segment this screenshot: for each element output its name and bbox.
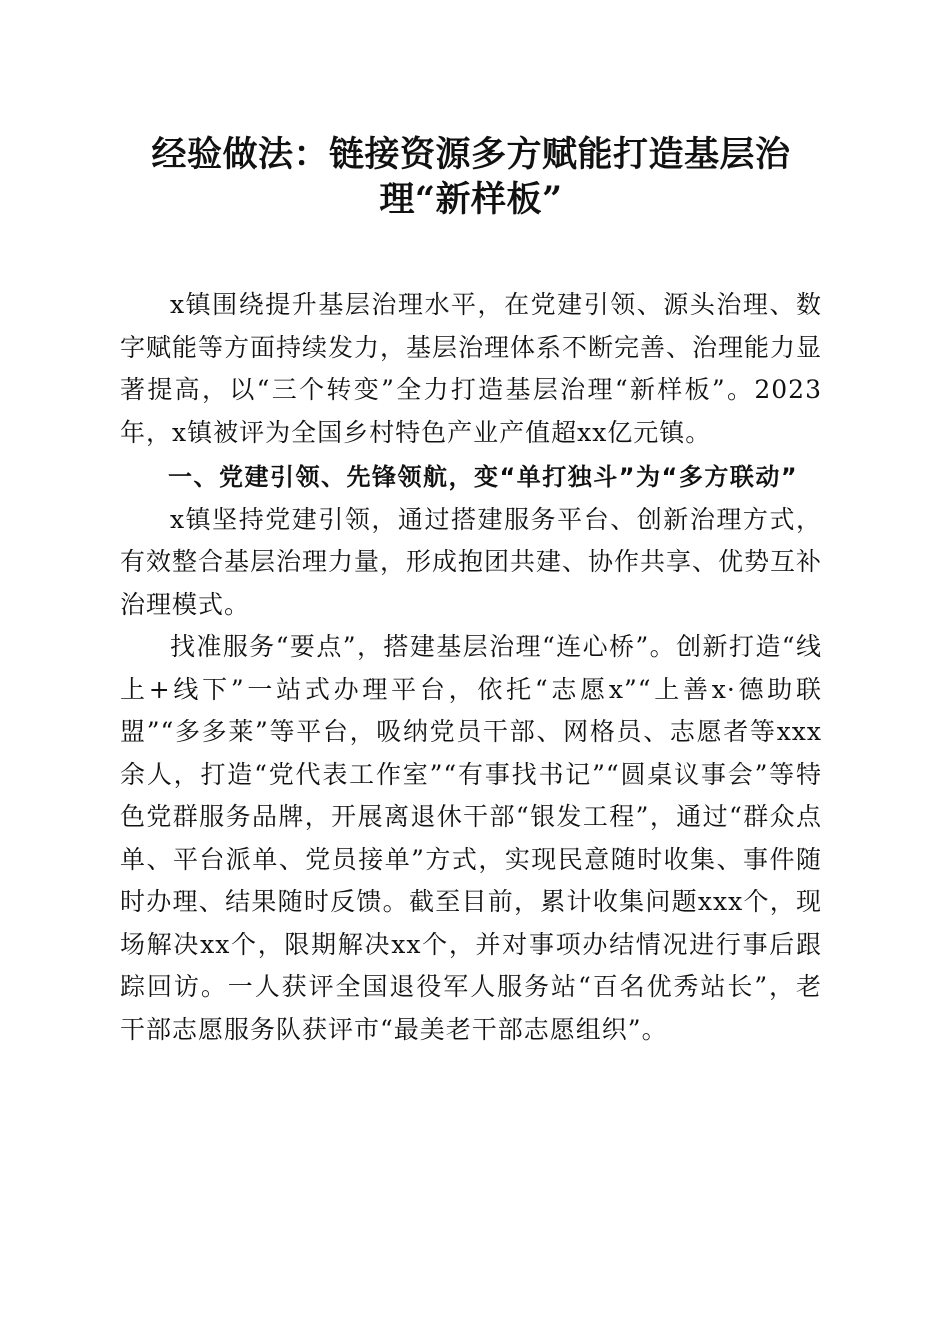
section-heading-1: 一、党建引领、先锋领航，变“单打独斗”为“多方联动”: [168, 463, 799, 491]
section-1-paragraph: x镇坚持党建引领，通过搭建服务平台、创新治理方式，有效整合基层治理力量，形成抱团共建、协作共享、优势互补治理模式。: [120, 504, 823, 619]
section-1-detail-paragraph: 找准服务“要点”，搭建基层治理“连心桥”。创新打造“线上+线下”一站式办理平台，依托“志愿x”“上善x·德助联盟”“多多莱”等平台，吸纳党员干部、网格员、志愿者等xxx余人，打造“党代表工作室”“有事找书记”“圆桌议事会”等特色党群服务品牌，开展离退休干部“银发工程”，通过“群众点单、平台派单、党员接单”方式，实现民意随时收集、事件随时办理、结果随时反馈。截至目前，累计收集问题xxx个，现场解决xx个，限期解决xx个，并对事项办结情况进行事后跟踪回访。一人获评全国退役军人服务站“百名优秀站长”，老干部志愿服务队获评市“最美老干部志愿组织”。: [120, 632, 822, 1044]
title-line-2: 理“新样板”: [379, 179, 563, 220]
intro-paragraph: x镇围绕提升基层治理水平，在党建引领、源头治理、数字赋能等方面持续发力，基层治理体系不断完善、治理能力显著提高，以“三个转变”全力打造基层治理“新样板”。2023年，x镇被评为全国乡村特色产业产值超xx亿元镇。: [120, 290, 823, 447]
document-title: [120, 132, 822, 222]
title-line-1: 经验做法：链接资源多方赋能打造基层治: [151, 134, 791, 175]
document-body: [120, 284, 822, 1051]
